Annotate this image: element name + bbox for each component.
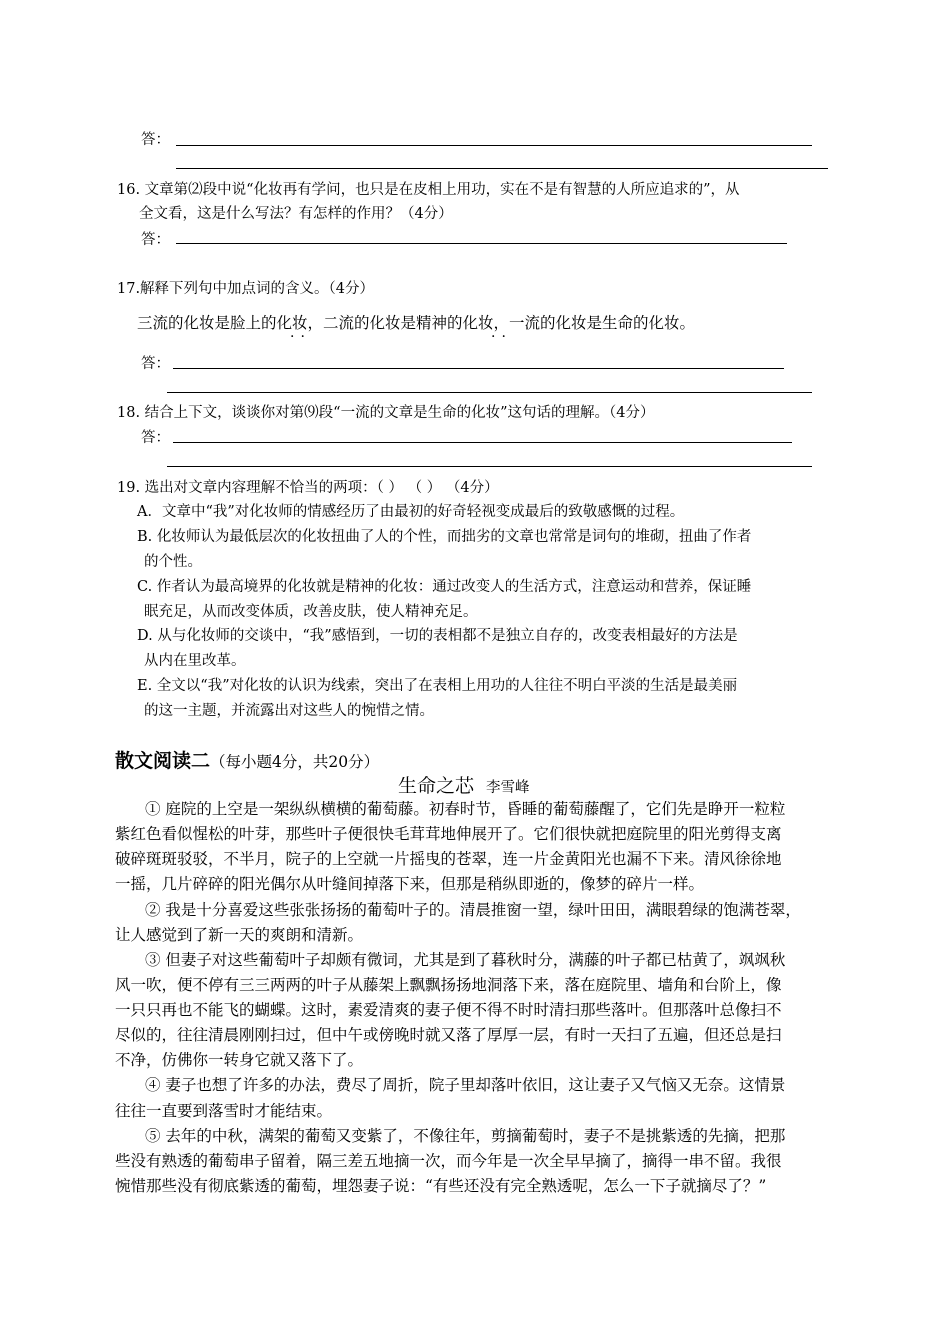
essay-line: 些没有熟透的葡萄串子留着，隔三差五地摘一次，而今年是一次全早早摘了，摘得一串不留。我很 [115,1152,782,1170]
q17-answer-line-2[interactable] [167,392,812,393]
essay-line: ② 我是十分喜爱这些张张扬扬的葡萄叶子的。清晨推窗一望，绿叶田田，满眼碧绿的饱满苍翠， [145,901,801,919]
q19-option-a: A．文章中“我”对化妆师的情感经历了由最初的好奇轻视变成最后的致敬感慨的过程。 [137,504,685,520]
q17-sentence: 三流的化妆是脸上的化妆，二流的化妆是精神的化妆，一流的化妆是生命的化妆。 [137,314,696,332]
essay-line: 破碎斑斑驳驳，不半月，院子的上空就一片摇曳的苍翠，连一片金黄阳光也漏不下来。清风徐徐地 [115,850,782,868]
q18-answer-line-2[interactable] [167,466,812,467]
q19-option-e-line2: 的这一主题，并流露出对这些人的惋惜之情。 [144,703,434,719]
section2-heading-note: （每小题4分，共20分） [210,753,380,771]
answer-line-top-2[interactable] [176,168,828,169]
q19-option-c-line1: C. 作者认为最高境界的化妆就是精神的化妆：通过改变人的生活方式，注意运动和营养，保证睡 [137,579,752,595]
essay-title: 生命之芯 [398,775,475,797]
answer-line-top-1[interactable] [176,145,812,146]
q18-answer-line-1[interactable] [173,442,792,443]
essay-line: ④ 妻子也想了许多的办法，费尽了周折，院子里却落叶依旧，这让妻子又气恼又无奈。这情景 [145,1076,786,1094]
q18-prompt: 18. 结合上下文，谈谈你对第⑼段“一流的文章是生命的化妆”这句话的理解。（4分） [117,405,655,421]
essay-line: ① 庭院的上空是一架纵纵横横的葡萄藤。初春时节，昏睡的葡萄藤醒了，它们先是睁开一粒粒 [145,800,786,818]
essay-line: ⑤ 去年的中秋，满架的葡萄又变紫了，不像往年，剪摘葡萄时，妻子不是挑紫透的先摘，把那 [145,1127,786,1145]
essay-line: 惋惜那些没有彻底紫透的葡萄，埋怨妻子说：“有些还没有完全熟透呢，怎么一下子就摘尽了？” [115,1177,767,1195]
essay-line: 风一吹，便不停有三三两两的叶子从藤架上飘飘扬扬地洞落下来，落在庭院里、墙角和台阶上，像 [115,976,782,994]
q18-answer-label: 答： [141,430,170,446]
q19-option-d-line2: 从内在里改革。 [144,653,246,669]
q19-prompt: 19. 选出对文章内容理解不恰当的两项：（ ） （ ） （4分） [117,480,499,496]
essay-line: 紫红色看似惺松的叶芽，那些叶子便很快毛茸茸地伸展开了。它们很快就把庭院里的阳光剪得支离 [115,825,782,843]
q19-option-b-line2: 的个性。 [144,554,202,570]
answer-label-top: 答： [141,132,170,148]
essay-author: 李雪峰 [486,780,530,796]
essay-line: 一只只再也不能飞的蝴蝶。这时，素爱清爽的妻子便不得不时时清扫那些落叶。但那落叶总像扫不 [115,1001,782,1019]
q16-answer-line[interactable] [176,243,787,244]
q19-option-e-line1: E. 全文以“我”对化妆的认识为线索，突出了在表相上用功的人往往不明白平淡的生活是最美丽 [137,678,738,694]
essay-line: 尽似的，往往清晨刚刚扫过，但中午或傍晚时就又落了厚厚一层，有时一天扫了五遍，但还总是扫 [115,1026,782,1044]
q16-answer-label: 答： [141,232,170,248]
essay-line: 一摇，几片碎碎的阳光偶尔从叶缝间掉落下来，但那是稍纵即逝的，像梦的碎片一样。 [115,875,705,893]
essay-line: 让人感觉到了新一天的爽朗和清新。 [115,926,364,944]
q17-answer-label: 答： [141,356,170,372]
essay-line: ③ 但妻子对这些葡萄叶子却颇有微词，尤其是到了暮秋时分，满藤的叶子都已枯黄了，飒飒秋 [145,951,786,969]
section2-heading-text: 散文阅读二 [115,750,211,772]
essay-line: 往往一直要到落雪时才能结束。 [115,1102,333,1120]
q17-answer-line-1[interactable] [173,368,784,369]
q16-text-line1: 16. 文章第⑵段中说“化妆再有学问，也只是在皮相上用功，实在不是有智慧的人所应追求的”，从 [117,182,740,198]
q17-emphasis-dots-2: ·· [491,329,512,345]
section2-heading [115,746,379,773]
essay-line: 不净，仿佛你一转身它就又落下了。 [115,1051,364,1069]
q17-prompt: 17.解释下列句中加点词的含义。（4分） [117,281,375,297]
q19-option-d-line1: D. 从与化妆师的交谈中，“我”感悟到，一切的表相都不是独立自存的，改变表相最好的方法是 [137,628,738,644]
q17-emphasis-dots-1: ·· [290,329,311,345]
q19-option-c-line2: 眠充足，从而改变体质，改善皮肤，使人精神充足。 [144,604,478,620]
q19-option-b-line1: B. 化妆师认为最低层次的化妆扭曲了人的个性，而拙劣的文章也常常是词句的堆砌，扭曲了作者 [137,529,752,545]
q16-text-line2: 全文看，这是什么写法？有怎样的作用？（4分） [139,206,453,222]
essay-title-block [398,771,530,798]
